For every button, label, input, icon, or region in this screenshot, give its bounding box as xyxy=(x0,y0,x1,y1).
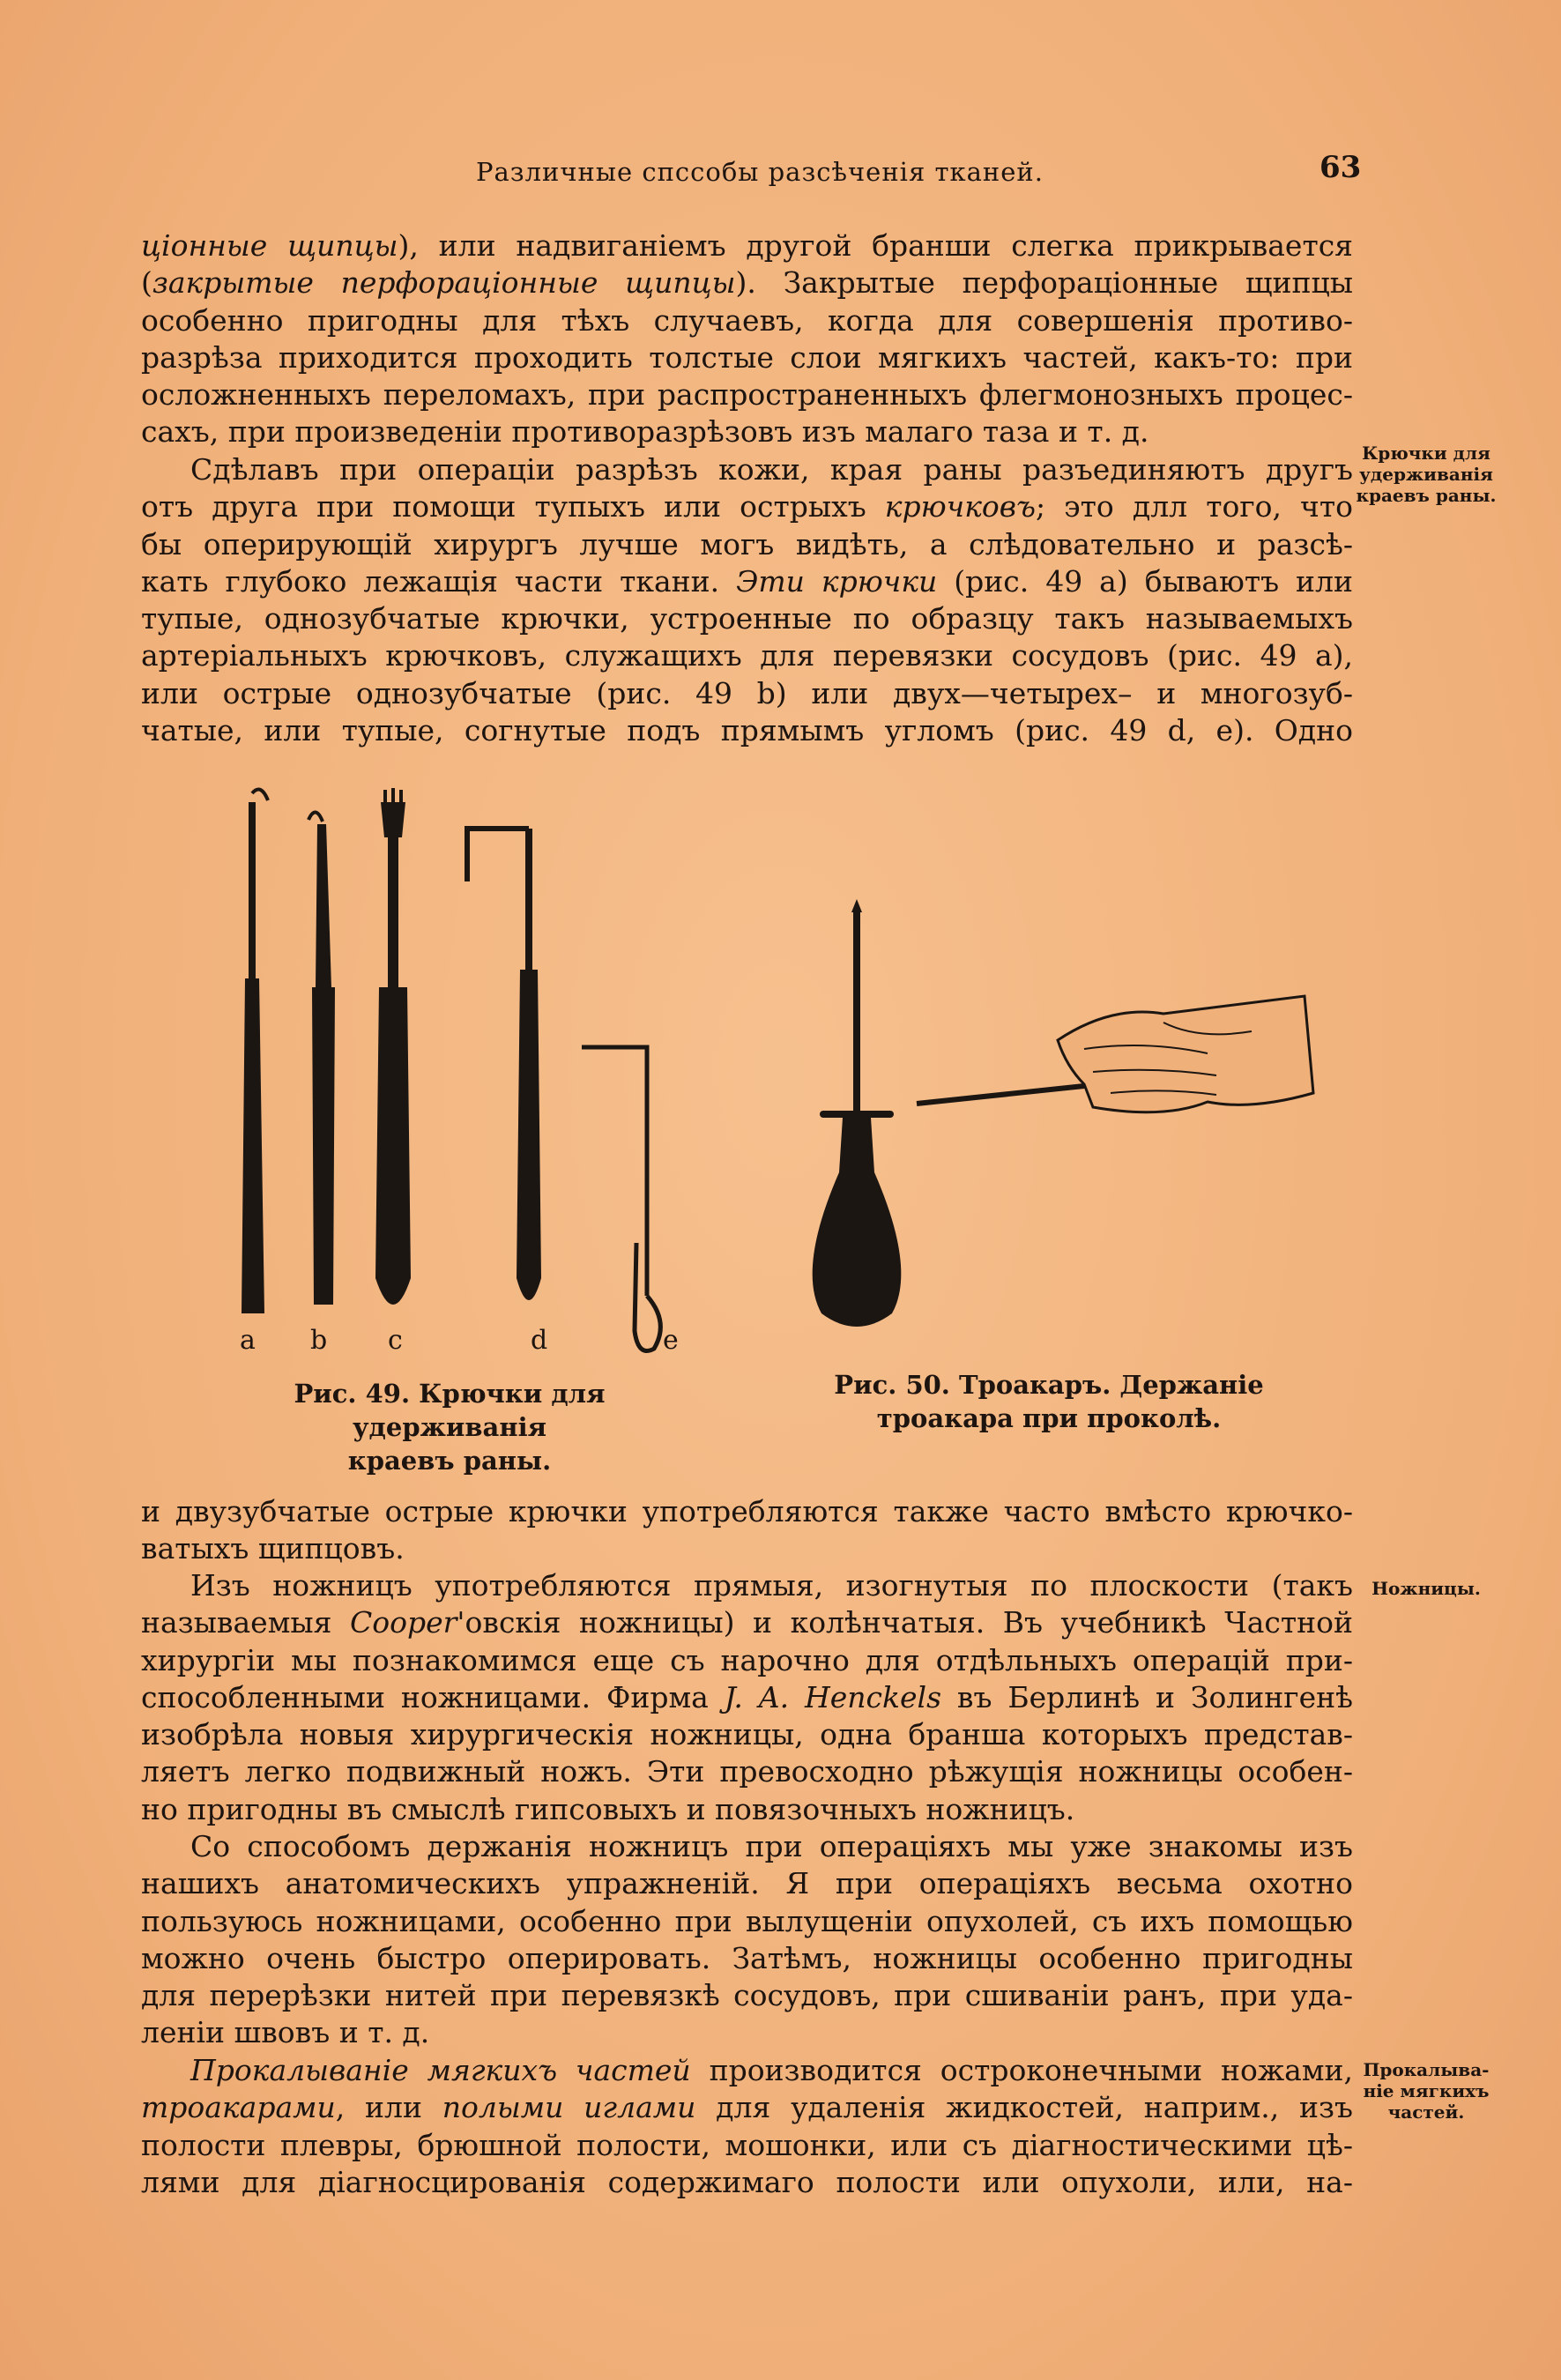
text-line: кать глубоко лежащія части ткани. Эти крючки (рис. 49 a) бываютъ или xyxy=(141,563,1353,599)
fig49-letter-d: d xyxy=(531,1325,548,1356)
paragraph-scissors xyxy=(141,1567,1353,1828)
text-line: Прокалываніе мягкихъ частей производится остроконечными ножами, xyxy=(190,2053,1354,2087)
margin-note-hooks: Крючки для удерживанія краевъ раны. xyxy=(1356,443,1497,506)
text-line: но пригодны въ смыслѣ гипсовыхъ и повязочныхъ ножницъ. xyxy=(141,1791,1075,1826)
hook-b xyxy=(308,812,335,1305)
text-line: Сдѣлавъ при операціи разрѣзъ кожи, края раны разъединяютъ другъ xyxy=(190,452,1353,487)
text-line: нашихъ анатомическихъ упражненій. Я при операціяхъ весьма охотно xyxy=(141,1866,1353,1901)
paragraph-puncture xyxy=(141,2052,1353,2201)
text-line: бы оперирующій хирургъ лучше могъ видѣть, а слѣдовательно и разсѣ- xyxy=(141,526,1353,562)
text-line: леніи швовъ и т. д. xyxy=(141,2015,430,2050)
text-line: троакарами, или полыми иглами для удаленія жидкостей, наприм., изъ xyxy=(141,2090,1354,2125)
text-line: ляетъ легко подвижный ножъ. Эти превосходно рѣжущія ножницы особен- xyxy=(141,1754,1353,1789)
hook-c xyxy=(375,788,411,1305)
trocar xyxy=(813,899,902,1327)
text-line: осложненныхъ переломахъ, при распространенныхъ флегмонозныхъ процес- xyxy=(141,377,1353,413)
text-line: можно очень быстро оперировать. Затѣмъ, ножницы особенно пригодны xyxy=(141,1940,1353,1975)
text-line: разрѣза приходится проходить толстые слои мягкихъ частей, какъ-то: при xyxy=(141,339,1353,375)
figure-49-hooks-illustration xyxy=(203,785,732,1357)
text-line: сахъ, при произведеніи противоразрѣзовъ изъ малаго таза и т. д. xyxy=(141,414,1149,450)
text-line: Изъ ножницъ употребляются прямыя, изогнутыя по плоскости (такъ xyxy=(190,1568,1353,1603)
text-line: отъ друга при помощи тупыхъ или острыхъ крючковъ; это длл того, что xyxy=(141,489,1353,524)
figure-49-letters xyxy=(240,1325,679,1356)
text-line: ватыхъ щипцовъ. xyxy=(141,1531,405,1566)
text-line: ціонные щипцы), или надвиганіемъ другой бранши слегка прикрывается xyxy=(141,228,1353,263)
text-line: особенно пригодны для тѣхъ случаевъ, когда для совершенія противо- xyxy=(141,302,1353,338)
margin-note-scissors: Ножницы. xyxy=(1371,1578,1481,1599)
paragraph-holding-scissors xyxy=(141,1828,1353,2052)
margin-note-puncture: Прокалыва- ніе мягкихъ частей. xyxy=(1363,2059,1490,2123)
text-line: называемыя Cooper'овскія ножницы) и колѣнчатыя. Въ учебникѣ Частной xyxy=(141,1605,1353,1640)
fig49-letter-e: e xyxy=(663,1325,679,1356)
hook-e xyxy=(582,1047,660,1351)
text-line: хирургіи мы познакомимся еще съ нарочно для отдѣльныхъ операцій при- xyxy=(141,1642,1353,1677)
text-line: и двузубчатые острые крючки употребляются также часто вмѣсто крючко- xyxy=(141,1494,1353,1528)
text-line: тупые, однозубчатые крючки, устроенные по образцу такъ называемыхъ xyxy=(141,601,1353,636)
paragraph-hooks xyxy=(141,451,1353,749)
paragraph-double-hooks xyxy=(141,1493,1353,1568)
hand-holding-trocar xyxy=(917,996,1313,1112)
text-line: пользуюсь ножницами, особенно при вылущеніи опухолей, съ ихъ помощью xyxy=(141,1903,1353,1938)
text-line: чатые, или тупые, согнутые подъ прямымъ угломъ (рис. 49 d, e). Одно xyxy=(141,713,1353,748)
text-line: лями для діагносцированія содержимаго полости или опухоли, или, на- xyxy=(141,2164,1353,2199)
fig49-letter-c: c xyxy=(388,1325,403,1356)
text-line: для перерѣзки нитей при перевязкѣ сосудовъ, при сшиваніи ранъ, при уда- xyxy=(141,1978,1353,2013)
fig49-letter-b: b xyxy=(310,1325,328,1356)
text-line: изобрѣла новыя хирургическія ножницы, одна бранша которыхъ представ- xyxy=(141,1717,1353,1752)
figure-49-caption: Рис. 49. Крючки для удерживанія краевъ раны. xyxy=(294,1379,606,1476)
figure-50-caption: Рис. 50. Троакаръ. Держаніе троакара при проколѣ. xyxy=(834,1370,1264,1433)
text-line: или острые однозубчатые (рис. 49 b) или двух—четырех– и многозуб- xyxy=(141,675,1353,710)
fig49-letter-a: a xyxy=(240,1325,256,1356)
text-line: способленными ножницами. Фирма J. A. Henckels въ Берлинѣ и Золингенѣ xyxy=(141,1679,1353,1714)
running-title: Различные спссобы разсѣченія тканей. xyxy=(476,157,1044,187)
text-line: Со способомъ держанія ножницъ при операціяхъ мы уже знакомы изъ xyxy=(190,1829,1353,1863)
text-line: (закрытые перфораціонные щипцы). Закрытые перфораціонные щипцы xyxy=(141,265,1354,301)
figure-50-trocar-illustration xyxy=(793,899,1322,1357)
text-line: артеріальныхъ крючковъ, служащихъ для перевязки сосудовъ (рис. 49 a), xyxy=(141,638,1353,673)
page-number: 63 xyxy=(1319,150,1362,185)
hook-d xyxy=(467,829,541,1300)
paragraph-perforation-forceps xyxy=(141,227,1353,451)
text-line: полости плевры, брюшной полости, мошонки, или съ діагностическими цѣ- xyxy=(141,2127,1353,2162)
hook-a xyxy=(242,790,268,1314)
